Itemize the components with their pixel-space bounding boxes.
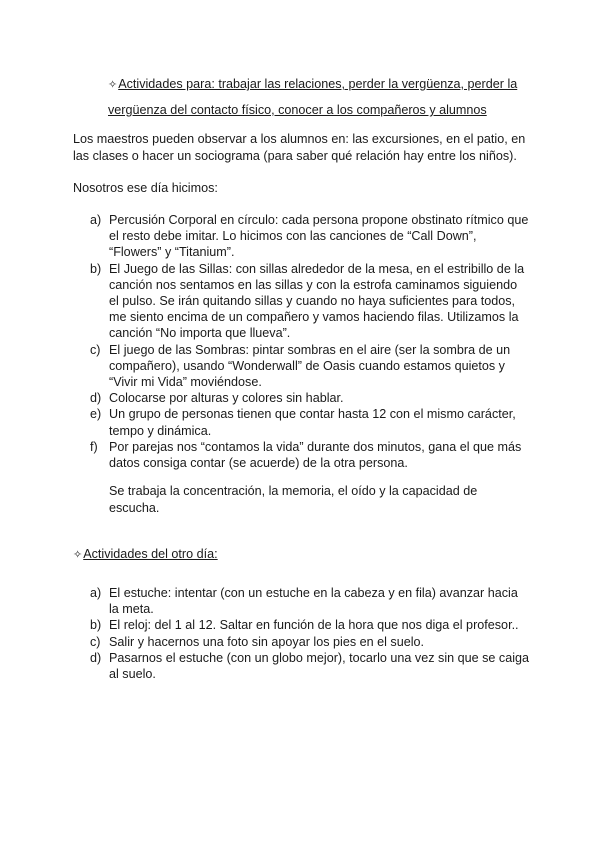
list-marker: a) bbox=[90, 586, 102, 600]
section-heading-text: Actividades para: trabajar las relaciones, perder la vergüenza, perder la vergüenza del contacto físico, conocer a los compañeros y alumnos bbox=[108, 77, 518, 117]
diamond-bullet-icon: ✧ bbox=[108, 79, 118, 91]
list-item-text: Por parejas nos “contamos la vida” durante dos minutos, gana el que más datos consiga contar (se acuerde) de la otra persona. bbox=[109, 439, 522, 471]
other-day-list bbox=[90, 585, 530, 682]
activities-list bbox=[90, 212, 530, 471]
summary-note: Se trabaja la concentración, la memoria, el oído y la capacidad de escucha. bbox=[109, 484, 478, 515]
list-marker: d) bbox=[90, 650, 102, 665]
section-heading-text: Actividades del otro día: bbox=[83, 547, 218, 561]
list-marker: b) bbox=[90, 618, 102, 633]
list-item-text: Un grupo de personas tienen que contar hasta 12 con el mismo carácter, tempo y dinámica. bbox=[109, 407, 516, 438]
list-item bbox=[90, 342, 530, 391]
list-item-text: Percusión Corporal en círculo: cada persona propone obstinato rítmico que el resto debe imitar. Lo hicimos con las canciones de “Call Down”, “Flowers” y “Titanium”. bbox=[109, 213, 529, 260]
list-item bbox=[90, 439, 530, 471]
list-item-text: El juego de las Sombras: pintar sombras en el aire (ser la sombra de un compañero), usando “Wonderwall” de Oasis cuando estamos quietos y “Vivir mi Vida” moviéndose. bbox=[109, 342, 511, 390]
list-item bbox=[90, 212, 530, 261]
list-marker: e) bbox=[90, 407, 102, 422]
section-heading-other-day bbox=[73, 546, 218, 564]
list-item bbox=[90, 650, 530, 682]
list-item-text: El reloj: del 1 al 12. Saltar en función de la hora que nos diga el profesor.. bbox=[109, 618, 519, 633]
list-marker: f) bbox=[90, 439, 98, 454]
list-item bbox=[90, 261, 530, 342]
list-item bbox=[90, 585, 530, 617]
list-marker: b) bbox=[90, 261, 102, 276]
list-marker: c) bbox=[90, 342, 101, 357]
list-marker: d) bbox=[90, 391, 102, 406]
diamond-bullet-icon: ✧ bbox=[73, 549, 83, 561]
list-item bbox=[90, 634, 530, 650]
list-marker: a) bbox=[90, 213, 102, 227]
list-item-text: Colocarse por alturas y colores sin hablar. bbox=[109, 391, 344, 406]
list-item bbox=[90, 390, 530, 406]
list-item-text: El Juego de las Sillas: con sillas alrededor de la mesa, en el estribillo de la canción nos sentamos en las sillas y con la estrofa caminamos siguiendo el pulso. Se irán quitando sillas y cuando no haya suficientes para todos, me siento encima de un compañero y vamos haciendo filas. Utilizamos la canción “No importa que llueva”. bbox=[109, 261, 525, 341]
list-marker: c) bbox=[90, 634, 101, 649]
list-item-text: El estuche: intentar (con un estuche en la cabeza y en fila) avanzar hacia la meta. bbox=[109, 586, 518, 617]
section-heading-activities bbox=[108, 72, 528, 123]
list-item bbox=[90, 617, 530, 633]
list-item-text: Salir y hacernos una foto sin apoyar los pies en el suelo. bbox=[109, 634, 425, 649]
intro-paragraph: Los maestros pueden observar a los alumnos en: las excursiones, en el patio, en las clases o hacer un sociograma (para saber qué relación hay entre los niños). bbox=[73, 132, 526, 163]
list-item-text: Pasarnos el estuche (con un globo mejor), tocarlo una vez sin que se caiga al suelo. bbox=[109, 650, 530, 682]
subintro-paragraph: Nosotros ese día hicimos: bbox=[73, 181, 218, 195]
list-item bbox=[90, 406, 530, 438]
